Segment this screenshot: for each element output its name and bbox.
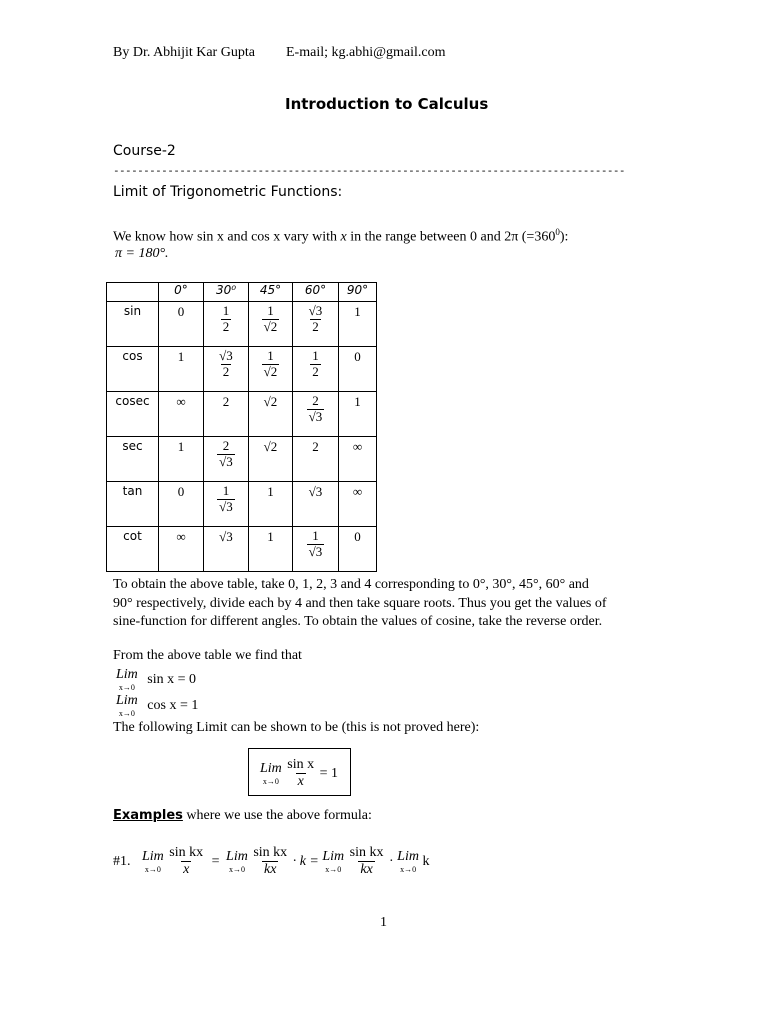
table-cell: [204, 437, 249, 482]
table-header-row: [107, 283, 377, 302]
function-label: tan: [107, 482, 159, 527]
table-cell: [293, 302, 339, 347]
cell-value: 0: [177, 304, 185, 319]
cell-value: 2: [312, 439, 319, 454]
boxed-rhs: = 1: [319, 765, 339, 781]
page-number: 1: [380, 915, 387, 930]
constant-k: k: [422, 853, 430, 869]
function-label: cos: [107, 347, 159, 392]
from-table-text: From the above table we find that: [113, 648, 302, 663]
cell-value: 1: [354, 394, 361, 409]
fraction: $\frac{1}{√2}$: [263, 303, 278, 334]
fraction: $\frac{2}{√3}$: [308, 393, 323, 424]
fraction: $\frac{1}{2}$: [312, 348, 319, 379]
limit-cos-expr: cos x = 1: [147, 698, 199, 714]
table-cell: [293, 437, 339, 482]
cell-value: √3: [308, 484, 323, 499]
fraction: $\frac{1}{√3}$: [219, 483, 233, 514]
fraction: $\frac{\text{sin x}}{x}$: [287, 757, 315, 790]
intro-text: We know how: [113, 229, 194, 245]
function-label: sec: [107, 437, 159, 482]
table-cell: [159, 482, 204, 527]
table-row: [107, 302, 377, 347]
times-k: · k =: [292, 853, 319, 869]
lim-operator: Lim x→0: [226, 848, 248, 874]
lim-operator: Lim x→0: [322, 848, 345, 874]
table-header-cell: 90°: [339, 283, 377, 302]
intro-and: and: [227, 229, 248, 245]
limit-cos: [116, 694, 198, 718]
cell-value: 0: [354, 349, 361, 364]
table-cell: [204, 302, 249, 347]
examples-heading: Examples: [113, 808, 183, 823]
table-cell: [339, 437, 377, 482]
function-label: sin: [107, 302, 159, 347]
fraction: $\frac{1}{√2}$: [263, 348, 278, 379]
table-cell: [159, 302, 204, 347]
cell-value: √2: [263, 394, 278, 409]
table-cell: [293, 527, 339, 572]
cell-value: ∞: [352, 484, 363, 499]
table-cell: [204, 482, 249, 527]
table-cell: [159, 347, 204, 392]
trig-table: [106, 282, 377, 572]
limit-sin-expr: sin x = 0: [147, 672, 197, 688]
lim-operator: Lim x→0: [116, 667, 138, 692]
table-cell: [293, 392, 339, 437]
following-text: The following Limit can be shown to be (this is not proved here):: [113, 720, 480, 735]
table-cell: [204, 347, 249, 392]
table-cell: [293, 347, 339, 392]
page-title: Introduction to Calculus: [285, 95, 489, 113]
table-cell: [249, 527, 293, 572]
lim-operator: Lim x→0: [116, 693, 138, 718]
table-cell: [204, 392, 249, 437]
table-cell: [339, 527, 377, 572]
function-label: cosec: [107, 392, 159, 437]
table-header-cell: [107, 283, 159, 302]
lim-operator: Lim x→0: [142, 848, 164, 874]
table-header-cell: 30⁰: [204, 283, 249, 302]
example-1: [113, 845, 429, 878]
fraction: $\frac{√3}{2}$: [308, 303, 323, 334]
table-header-cell: 45°: [249, 283, 293, 302]
intro-range: in the range between 0 and 2π (=360: [350, 229, 556, 245]
cell-value: √3: [219, 529, 233, 544]
paragraph-line-3: sine-function for different angles. To obtain the values of cosine, take the reverse order.: [113, 614, 603, 629]
lim-operator: Lim x→0: [397, 848, 419, 874]
table-header-cell: 60°: [293, 283, 339, 302]
var-x: x: [340, 229, 347, 245]
table-header-cell: 0°: [159, 283, 204, 302]
table-cell: [339, 482, 377, 527]
cell-value: ∞: [352, 439, 363, 454]
intro-close: ):: [559, 229, 569, 245]
examples-line: [113, 808, 372, 824]
lim-operator: Lim x→0: [260, 760, 282, 786]
table-cell: [339, 347, 377, 392]
divider: -------------------------------------------------------------------------------------: [113, 164, 625, 177]
boxed-expression: [260, 757, 338, 790]
intro-vary: vary with: [283, 229, 338, 245]
table-row: [107, 527, 377, 572]
cell-value: 0: [177, 484, 185, 499]
fraction: $\frac{1}{√3}$: [308, 528, 323, 559]
section-heading: Limit of Trigonometric Functions:: [113, 184, 343, 200]
cell-value: √2: [263, 439, 278, 454]
fraction: $\frac{\text{sin kx}}{x}$: [169, 845, 204, 878]
table-cell: [249, 347, 293, 392]
intro-line: [113, 227, 568, 246]
equals-sign: =: [211, 853, 220, 869]
table-cell: [339, 392, 377, 437]
fraction: $\frac{√3}{2}$: [219, 348, 233, 379]
table-cell: [293, 482, 339, 527]
cell-value: 1: [267, 529, 274, 544]
table-cell: [339, 302, 377, 347]
dot-operator: ·: [389, 853, 394, 869]
function-label: cot: [107, 527, 159, 572]
cell-value: ∞: [176, 394, 186, 409]
paragraph-line-2: 90° respectively, divide each by 4 and then take square roots. Thus you get the values of: [113, 596, 607, 611]
cell-value: 1: [177, 349, 185, 364]
cell-value: 1: [177, 439, 185, 454]
table-cell: [249, 302, 293, 347]
fraction: $\frac{1}{2}$: [222, 303, 230, 334]
fraction: $\frac{2}{√3}$: [219, 438, 233, 469]
table-cell: [249, 437, 293, 482]
table-cell: [159, 527, 204, 572]
cell-value: 1: [267, 484, 274, 499]
example-label: #1.: [113, 853, 131, 869]
pi-equation: π = 180°.: [115, 246, 169, 261]
table-cell: [159, 392, 204, 437]
table-row: [107, 482, 377, 527]
limit-sin: [116, 668, 196, 692]
course-label: Course-2: [113, 143, 176, 159]
table-cell: [159, 437, 204, 482]
table-cell: [249, 392, 293, 437]
cell-value: 2: [222, 394, 230, 409]
author-line: By Dr. Abhijit Kar Gupta: [113, 45, 255, 60]
cell-value: 1: [354, 304, 361, 319]
table-row: [107, 437, 377, 482]
degree-sup: 0: [555, 227, 560, 237]
cos-x: cos x: [251, 229, 281, 245]
examples-text: where we use the above formula:: [186, 808, 372, 823]
cell-value: 0: [354, 529, 361, 544]
fraction: $\frac{\text{sin kx}}{kx}$: [349, 845, 384, 878]
table-cell: [249, 482, 293, 527]
boxed-formula: [248, 748, 351, 796]
table-row: [107, 392, 377, 437]
paragraph-line-1: To obtain the above table, take 0, 1, 2, 3 and 4 corresponding to 0°, 30°, 45°, 60° and: [113, 577, 589, 592]
cell-value: ∞: [176, 529, 186, 544]
fraction: $\frac{\text{sin kx}}{kx}$: [253, 845, 288, 878]
table-row: [107, 347, 377, 392]
sin-x: sin x: [197, 229, 224, 245]
table-cell: [204, 527, 249, 572]
email-line: E-mail; kg.abhi@gmail.com: [286, 45, 446, 60]
